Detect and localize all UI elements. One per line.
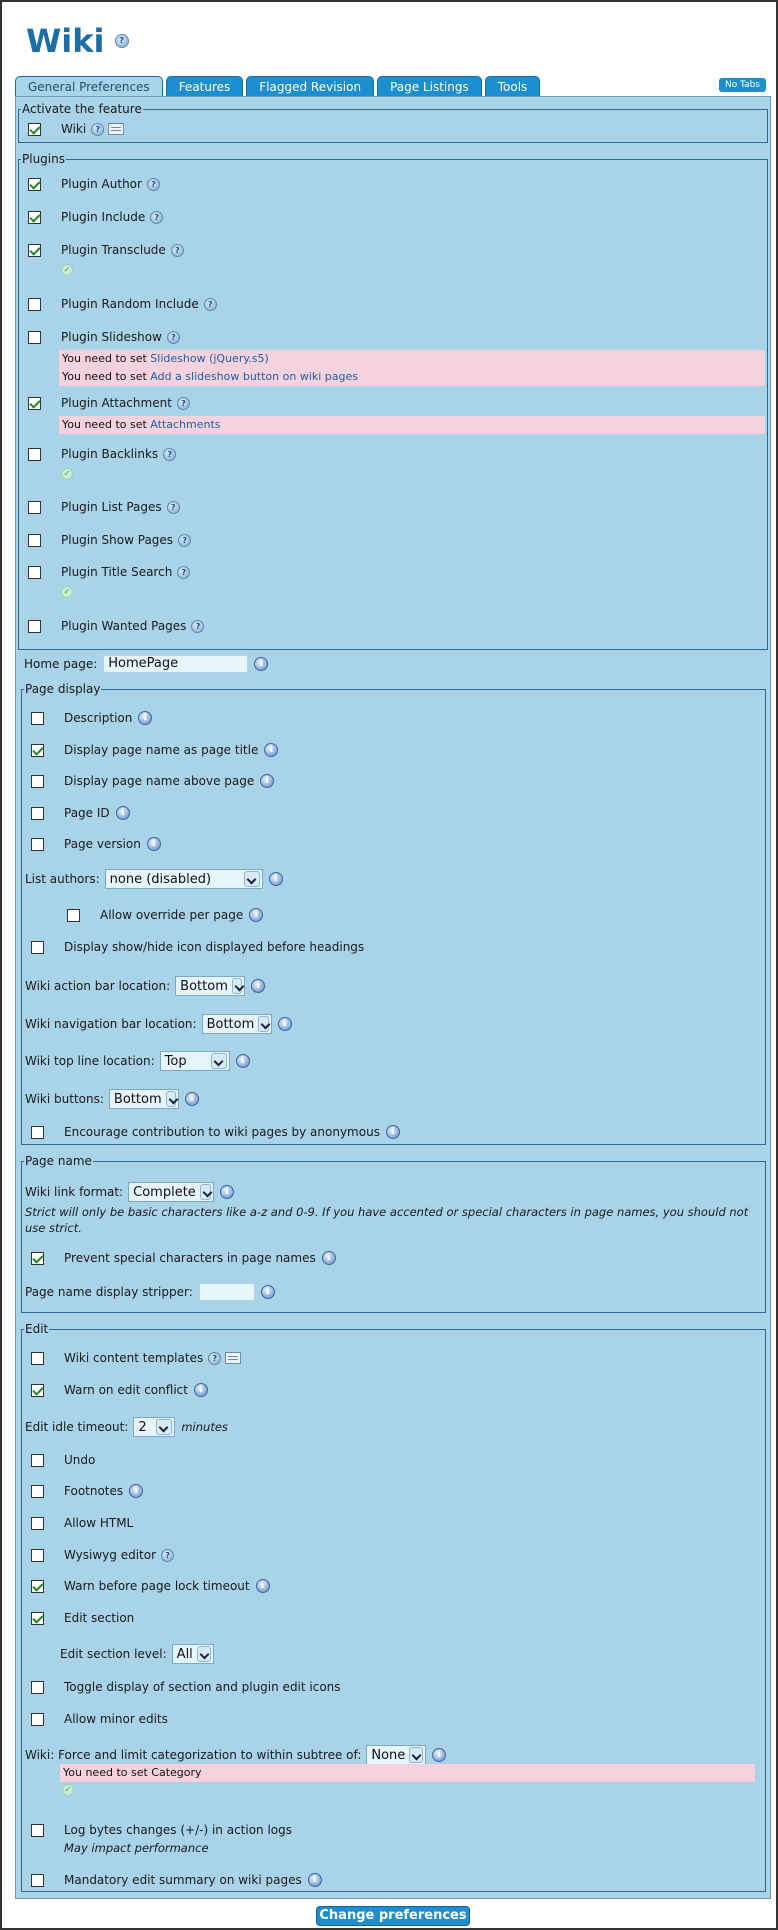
plugin-attachment-help-icon[interactable]: ? xyxy=(177,397,190,410)
page-id-label: Page ID xyxy=(64,806,110,820)
chevron-down-icon xyxy=(244,871,260,887)
plugin-wanted-pages-label: Plugin Wanted Pages xyxy=(61,619,187,633)
page-version-label: Page version xyxy=(64,837,141,851)
footnotes-label: Footnotes xyxy=(64,1484,124,1498)
wiki-buttons-info-icon[interactable]: i xyxy=(185,1092,199,1106)
activate-legend: Activate the feature xyxy=(22,102,142,116)
warn-lock-info-icon[interactable]: i xyxy=(256,1579,270,1593)
mandatory-summary-checkbox[interactable] xyxy=(31,1874,44,1887)
slideshow-button-link[interactable]: Add a slideshow button on wiki pages xyxy=(150,370,359,383)
tab-features[interactable]: Features xyxy=(166,76,244,96)
list-authors-select[interactable]: none (disabled) xyxy=(105,869,263,889)
toggle-icons-label: Toggle display of section and plugin edit icons xyxy=(64,1680,341,1694)
idle-timeout-select[interactable]: 2 xyxy=(133,1417,175,1437)
wysiwyg-checkbox[interactable] xyxy=(31,1549,44,1562)
allow-override-info-icon[interactable]: i xyxy=(249,908,263,922)
allow-override-label: Allow override per page xyxy=(100,908,244,922)
chevron-down-icon xyxy=(409,1747,423,1763)
wiki-feature-label: Wiki xyxy=(61,122,87,136)
log-bytes-checkbox[interactable] xyxy=(31,1824,44,1837)
edit-section-checkbox[interactable] xyxy=(31,1612,44,1625)
plugin-wanted-pages-help-icon[interactable]: ? xyxy=(191,620,204,633)
action-bar-label: Wiki action bar location: xyxy=(25,979,171,993)
stripper-label: Page name display stripper: xyxy=(25,1285,193,1299)
stripper-info-icon[interactable]: i xyxy=(261,1285,275,1299)
wysiwyg-help-icon[interactable]: ? xyxy=(161,1549,174,1562)
stripper-input[interactable] xyxy=(199,1283,255,1301)
top-line-label: Wiki top line location: xyxy=(25,1054,155,1068)
home-page-input[interactable]: HomePage xyxy=(103,655,248,673)
show-hide-icon-label: Display show/hide icon displayed before headings xyxy=(64,940,365,954)
plugin-show-pages-help-icon[interactable]: ? xyxy=(178,534,191,547)
action-bar-select[interactable]: Bottom xyxy=(175,976,245,996)
plugin-include-checkbox[interactable] xyxy=(28,211,41,224)
page-version-info-icon[interactable]: i xyxy=(147,837,161,851)
plugin-attachment-label: Plugin Attachment xyxy=(61,396,172,410)
plugin-show-pages-label: Plugin Show Pages xyxy=(61,533,174,547)
tab-tools[interactable]: Tools xyxy=(485,76,541,96)
home-page-label: Home page: xyxy=(24,657,98,671)
categorize-info-icon[interactable]: i xyxy=(432,1748,446,1762)
warn-lock-label: Warn before page lock timeout xyxy=(64,1579,250,1593)
warn-conflict-info-icon[interactable]: i xyxy=(194,1383,208,1397)
tab-page-listings[interactable]: Page Listings xyxy=(377,76,482,96)
name-as-title-info-icon[interactable]: i xyxy=(264,743,278,757)
nav-bar-label: Wiki navigation bar location: xyxy=(25,1017,197,1031)
plugin-title-search-label: Plugin Title Search xyxy=(61,565,173,579)
no-tabs-button[interactable]: No Tabs xyxy=(719,78,766,92)
prevent-special-label: Prevent special characters in page names xyxy=(64,1251,316,1265)
prevent-special-checkbox[interactable] xyxy=(31,1252,44,1265)
page-name-legend: Page name xyxy=(25,1154,92,1168)
check-ok-icon: ✓ xyxy=(61,468,73,480)
idle-timeout-unit: minutes xyxy=(181,1420,228,1434)
link-format-info-icon[interactable]: i xyxy=(220,1185,234,1199)
change-preferences-button[interactable]: Change preferences xyxy=(316,1906,470,1926)
admin-list-icon[interactable] xyxy=(225,1352,241,1364)
edit-fieldset xyxy=(21,1322,766,1892)
preferences-panel xyxy=(15,96,771,1899)
undo-checkbox[interactable] xyxy=(31,1454,44,1467)
tab-general-preferences[interactable]: General Preferences xyxy=(15,76,163,96)
edit-legend: Edit xyxy=(25,1322,49,1336)
warn-conflict-checkbox[interactable] xyxy=(31,1384,44,1397)
section-level-select[interactable]: All xyxy=(172,1644,214,1664)
title-help-icon[interactable]: ? xyxy=(115,34,129,48)
admin-list-icon[interactable] xyxy=(108,123,124,135)
log-bytes-label: Log bytes changes (+/-) in action logs xyxy=(64,1823,293,1837)
plugin-wanted-pages-checkbox[interactable] xyxy=(28,620,41,633)
plugin-list-pages-checkbox[interactable] xyxy=(28,501,41,514)
activate-fieldset xyxy=(18,102,768,143)
tab-flagged-revision[interactable]: Flagged Revision xyxy=(246,76,374,96)
attachment-warning: You need to set Attachments xyxy=(59,416,765,434)
warn-lock-checkbox[interactable] xyxy=(31,1580,44,1593)
link-format-label: Wiki link format: xyxy=(25,1185,124,1199)
plugin-title-search-checkbox[interactable] xyxy=(28,566,41,579)
chevron-down-icon xyxy=(232,978,242,994)
plugins-legend: Plugins xyxy=(22,152,65,166)
plugin-list-pages-help-icon[interactable]: ? xyxy=(167,501,180,514)
link-format-select[interactable]: Complete xyxy=(128,1182,214,1202)
allow-html-label: Allow HTML xyxy=(64,1516,134,1530)
plugin-backlinks-label: Plugin Backlinks xyxy=(61,447,159,461)
list-authors-info-icon[interactable]: i xyxy=(269,872,283,886)
plugin-backlinks-checkbox[interactable] xyxy=(28,448,41,461)
top-line-select[interactable]: Top xyxy=(160,1051,230,1071)
chevron-down-icon xyxy=(258,1016,268,1032)
allow-override-checkbox[interactable] xyxy=(67,909,80,922)
attachments-link[interactable]: Attachments xyxy=(150,418,221,431)
name-as-title-label: Display page name as page title xyxy=(64,743,259,757)
log-bytes-note: May impact performance xyxy=(64,1841,209,1855)
plugin-include-label: Plugin Include xyxy=(61,210,146,224)
plugin-transclude-checkbox[interactable] xyxy=(28,244,41,257)
name-above-label: Display page name above page xyxy=(64,774,255,788)
plugin-random-include-checkbox[interactable] xyxy=(28,298,41,311)
plugin-random-include-help-icon[interactable]: ? xyxy=(204,298,217,311)
wiki-help-icon[interactable]: ? xyxy=(91,123,104,136)
wiki-buttons-label: Wiki buttons: xyxy=(25,1092,104,1106)
nav-bar-select[interactable]: Bottom xyxy=(202,1014,272,1034)
minor-edits-label: Allow minor edits xyxy=(64,1712,168,1726)
encourage-anonymous-info-icon[interactable]: i xyxy=(386,1125,400,1139)
page-id-checkbox[interactable] xyxy=(31,807,44,820)
tab-bar xyxy=(15,76,540,96)
show-hide-icon-checkbox[interactable] xyxy=(31,941,44,954)
wiki-feature-checkbox[interactable] xyxy=(28,123,41,136)
plugin-author-checkbox[interactable] xyxy=(28,178,41,191)
page-version-checkbox[interactable] xyxy=(31,838,44,851)
check-ok-icon: ✓ xyxy=(61,586,73,598)
name-above-info-icon[interactable]: i xyxy=(260,774,274,788)
page-id-info-icon[interactable]: i xyxy=(116,806,130,820)
chevron-down-icon xyxy=(166,1091,176,1107)
plugin-random-include-label: Plugin Random Include xyxy=(61,297,199,311)
prevent-special-info-icon[interactable]: i xyxy=(322,1251,336,1265)
page-name-fieldset xyxy=(21,1154,766,1313)
allow-html-checkbox[interactable] xyxy=(31,1517,44,1530)
undo-label: Undo xyxy=(64,1453,96,1467)
plugin-list-pages-label: Plugin List Pages xyxy=(61,500,162,514)
toggle-icons-checkbox[interactable] xyxy=(31,1681,44,1694)
edit-section-label: Edit section xyxy=(64,1611,135,1625)
plugin-slideshow-help-icon[interactable]: ? xyxy=(167,331,180,344)
description-label: Description xyxy=(64,711,133,725)
section-level-label: Edit section level: xyxy=(60,1647,167,1661)
strict-note: Strict will only be basic characters like a-z and 0-9. If you have accented or special characters in page names, you should not use strict. xyxy=(25,1205,749,1235)
content-templates-checkbox[interactable] xyxy=(31,1352,44,1365)
page-display-fieldset xyxy=(21,682,766,1145)
plugin-author-help-icon[interactable]: ? xyxy=(147,178,160,191)
encourage-anonymous-checkbox[interactable] xyxy=(31,1126,44,1139)
plugin-transclude-help-icon[interactable]: ? xyxy=(171,244,184,257)
nav-bar-info-icon[interactable]: i xyxy=(278,1017,292,1031)
slideshow-warning-2: You need to set Add a slideshow button on wiki pages xyxy=(59,368,765,386)
content-templates-help-icon[interactable]: ? xyxy=(208,1352,221,1365)
plugin-slideshow-label: Plugin Slideshow xyxy=(61,330,162,344)
page-title-text: Wiki xyxy=(26,22,105,60)
plugins-fieldset xyxy=(18,152,768,650)
page-display-legend: Page display xyxy=(25,682,101,696)
footnotes-checkbox[interactable] xyxy=(31,1485,44,1498)
plugin-include-help-icon[interactable]: ? xyxy=(150,211,163,224)
slideshow-s5-link[interactable]: Slideshow (jQuery.s5) xyxy=(150,352,269,365)
description-checkbox[interactable] xyxy=(31,712,44,725)
plugin-transclude-label: Plugin Transclude xyxy=(61,243,166,257)
categorize-select[interactable]: None xyxy=(366,1745,426,1765)
idle-timeout-label: Edit idle timeout: xyxy=(25,1420,129,1434)
categorize-label: Wiki: Force and limit categorization to within subtree of: xyxy=(25,1748,362,1762)
plugin-author-label: Plugin Author xyxy=(61,177,142,191)
home-page-info-icon[interactable]: i xyxy=(254,657,268,671)
content-templates-label: Wiki content templates xyxy=(64,1351,204,1365)
plugin-show-pages-checkbox[interactable] xyxy=(28,534,41,547)
slideshow-warning-1: You need to set Slideshow (jQuery.s5) xyxy=(59,350,765,368)
plugin-title-search-help-icon[interactable]: ? xyxy=(177,566,190,579)
name-as-title-checkbox[interactable] xyxy=(31,744,44,757)
mandatory-summary-info-icon[interactable]: i xyxy=(308,1873,322,1887)
mandatory-summary-label: Mandatory edit summary on wiki pages xyxy=(64,1873,302,1887)
top-line-info-icon[interactable]: i xyxy=(236,1054,250,1068)
encourage-anonymous-label: Encourage contribution to wiki pages by anonymous xyxy=(64,1125,380,1139)
chevron-down-icon xyxy=(200,1184,211,1200)
chevron-down-icon xyxy=(156,1419,172,1435)
wysiwyg-label: Wysiwyg editor xyxy=(64,1548,157,1562)
chevron-down-icon xyxy=(197,1646,211,1662)
action-bar-info-icon[interactable]: i xyxy=(251,979,265,993)
plugin-backlinks-help-icon[interactable]: ? xyxy=(163,448,176,461)
description-info-icon[interactable]: i xyxy=(138,711,152,725)
wiki-buttons-select[interactable]: Bottom xyxy=(109,1089,179,1109)
footnotes-info-icon[interactable]: i xyxy=(129,1484,143,1498)
category-warning: You need to set Category xyxy=(60,1764,755,1782)
name-above-checkbox[interactable] xyxy=(31,775,44,788)
plugin-attachment-checkbox[interactable] xyxy=(28,397,41,410)
check-ok-icon: ✓ xyxy=(61,264,73,276)
page-title xyxy=(26,22,129,60)
warn-conflict-label: Warn on edit conflict xyxy=(64,1383,188,1397)
list-authors-label: List authors: xyxy=(25,872,100,886)
minor-edits-checkbox[interactable] xyxy=(31,1713,44,1726)
chevron-down-icon xyxy=(211,1053,227,1069)
plugin-slideshow-checkbox[interactable] xyxy=(28,331,41,344)
check-ok-icon: ✓ xyxy=(62,1784,74,1796)
